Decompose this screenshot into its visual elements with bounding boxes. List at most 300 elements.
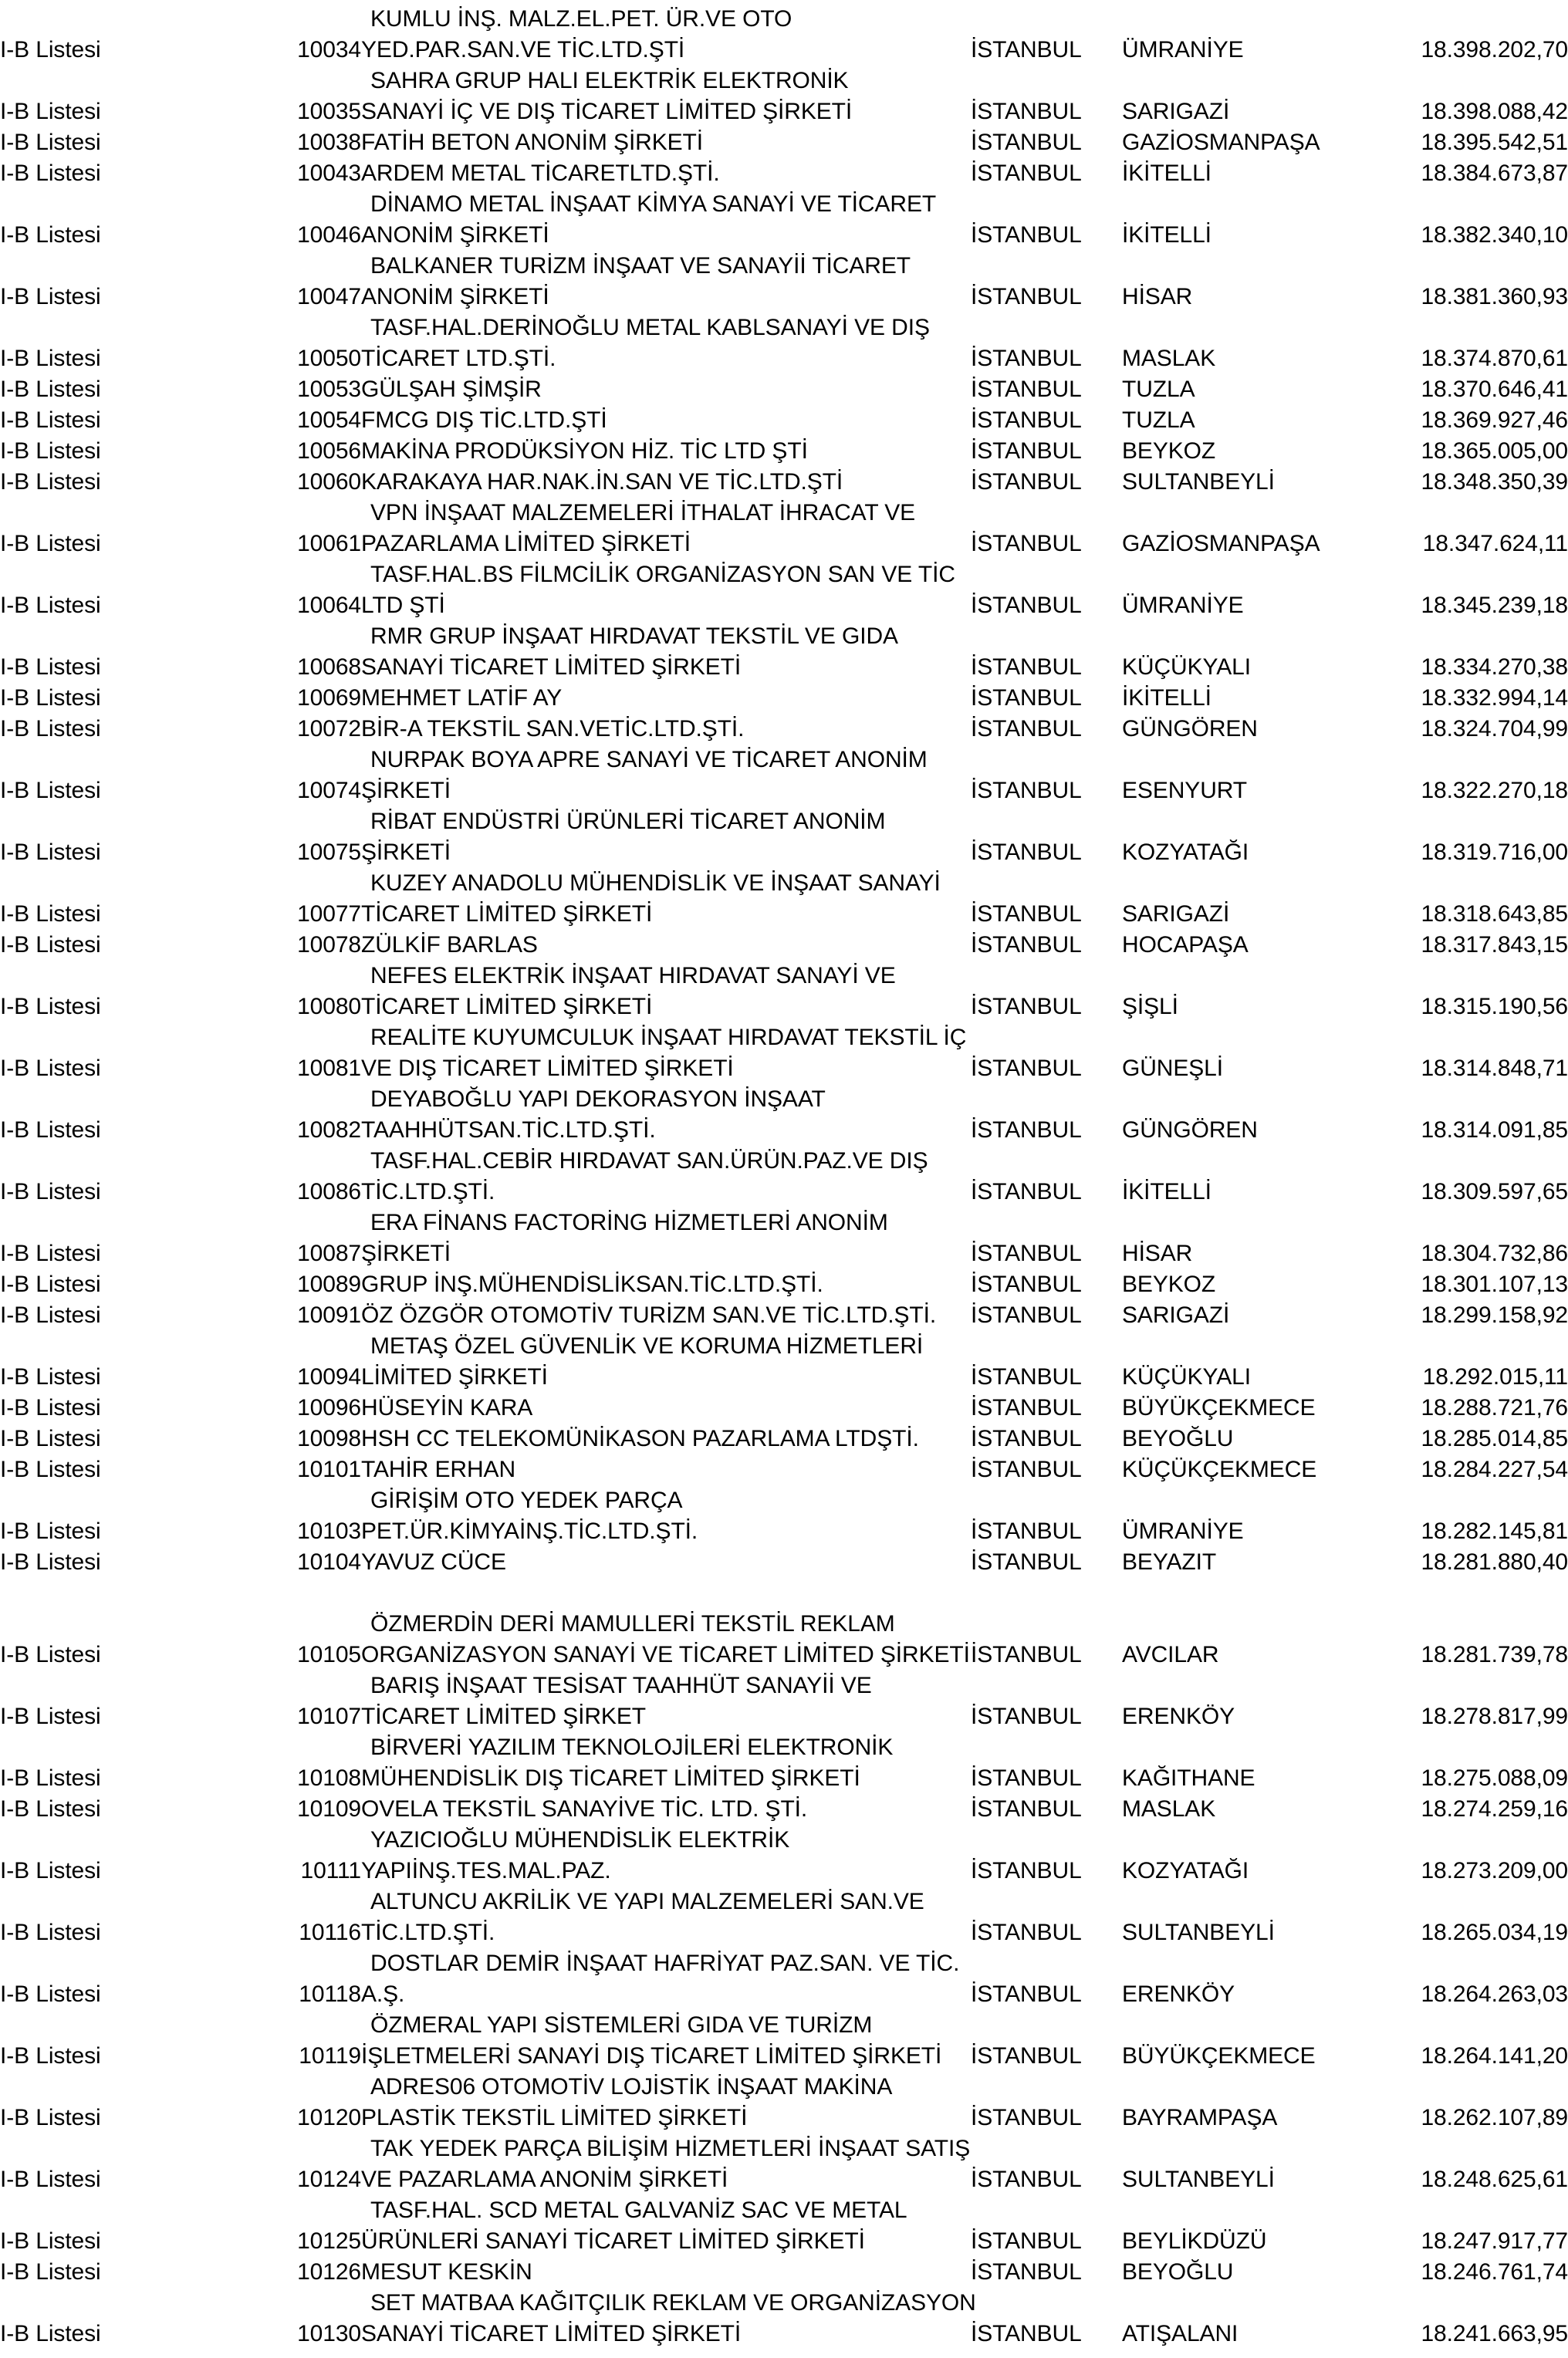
record-no-empty bbox=[262, 1019, 361, 1049]
district: KÜÇÜKYALI bbox=[1122, 1364, 1251, 1390]
table-row-name-continuation bbox=[0, 494, 1568, 525]
list-label: I-B Listesi bbox=[0, 1272, 101, 1297]
list-label: I-B Listesi bbox=[0, 1519, 101, 1544]
company-name: SANAYİ TİCARET LİMİTED ŞİRKETİ bbox=[361, 654, 742, 680]
company-name: MESUT KESKİN bbox=[361, 2259, 532, 2285]
table-row[interactable] bbox=[0, 1975, 1568, 2006]
district: ÜMRANİYE bbox=[1122, 1519, 1244, 1544]
table-row[interactable] bbox=[0, 988, 1568, 1019]
table-row-name-continuation bbox=[0, 1481, 1568, 1512]
province: İSTANBUL bbox=[971, 222, 1082, 248]
debt-amount: 18.370.646,41 bbox=[1421, 377, 1568, 402]
company-name: ŞİRKETİ bbox=[361, 778, 451, 803]
province: İSTANBUL bbox=[971, 346, 1082, 371]
debt-amount: 18.273.209,00 bbox=[1421, 1858, 1568, 1883]
table-row[interactable] bbox=[0, 926, 1568, 957]
list-label: I-B Listesi bbox=[0, 839, 101, 865]
list-label-empty bbox=[0, 1605, 262, 1636]
continuation-filler bbox=[971, 1728, 1568, 1759]
debt-amount: 18.281.739,78 bbox=[1421, 1642, 1568, 1667]
table-row[interactable] bbox=[0, 1636, 1568, 1667]
record-no: 10086 bbox=[297, 1179, 361, 1204]
district: BÜYÜKÇEKMECE bbox=[1122, 2043, 1316, 2069]
continuation-filler bbox=[971, 309, 1568, 340]
debt-amount: 18.292.015,11 bbox=[1422, 1364, 1568, 1390]
list-label: I-B Listesi bbox=[0, 593, 101, 618]
province: İSTANBUL bbox=[971, 1272, 1082, 1297]
record-no-empty bbox=[262, 0, 361, 31]
debt-amount: 18.288.721,76 bbox=[1421, 1395, 1568, 1421]
company-name: YED.PAR.SAN.VE TİC.LTD.ŞTİ bbox=[361, 37, 685, 62]
debt-amount: 18.319.716,00 bbox=[1421, 839, 1568, 865]
record-no: 10091 bbox=[297, 1302, 361, 1328]
company-name-line1: DİNAMO METAL İNŞAAT KİMYA SANAYİ VE TİCARET bbox=[370, 191, 937, 217]
district: GAZİOSMANPAŞA bbox=[1122, 531, 1320, 556]
table-row-name-continuation bbox=[0, 0, 1568, 31]
record-no: 10072 bbox=[297, 716, 361, 742]
table-row-name-continuation bbox=[0, 247, 1568, 278]
district: ÜMRANİYE bbox=[1122, 37, 1244, 62]
continuation-filler bbox=[971, 2130, 1568, 2160]
district: KÜÇÜKYALI bbox=[1122, 654, 1251, 680]
district: SARIGAZİ bbox=[1122, 99, 1230, 124]
table-row[interactable] bbox=[0, 123, 1568, 154]
record-no-empty bbox=[262, 741, 361, 772]
table-row[interactable] bbox=[0, 1235, 1568, 1265]
continuation-filler bbox=[971, 62, 1568, 93]
table-row[interactable] bbox=[0, 31, 1568, 62]
record-no-empty bbox=[262, 1481, 361, 1512]
table-row-name-continuation bbox=[0, 864, 1568, 895]
debt-amount: 18.384.673,87 bbox=[1421, 160, 1568, 186]
company-name-line1: BALKANER TURİZM İNŞAAT VE SANAYİİ TİCARET bbox=[370, 253, 911, 279]
debt-amount: 18.281.880,40 bbox=[1421, 1549, 1568, 1575]
table-row-name-continuation bbox=[0, 185, 1568, 216]
record-no: 10119 bbox=[299, 2043, 361, 2069]
list-label: I-B Listesi bbox=[0, 222, 101, 248]
province: İSTANBUL bbox=[971, 1056, 1082, 1081]
continuation-filler bbox=[971, 1204, 1568, 1235]
debt-amount: 18.284.227,54 bbox=[1421, 1457, 1568, 1482]
province: İSTANBUL bbox=[971, 438, 1082, 464]
continuation-filler bbox=[971, 0, 1568, 31]
district: İKİTELLİ bbox=[1122, 1179, 1211, 1204]
company-name: GÜLŞAH ŞİMŞİR bbox=[361, 377, 542, 402]
debt-amount: 18.246.761,74 bbox=[1421, 2259, 1568, 2285]
company-name: MAKİNA PRODÜKSİYON HİZ. TİC LTD ŞTİ bbox=[361, 438, 808, 464]
company-name-line1: TAK YEDEK PARÇA BİLİŞİM HİZMETLERİ İNŞAAT SATIŞ bbox=[370, 2136, 971, 2161]
record-no-empty bbox=[262, 802, 361, 833]
district: SULTANBEYLİ bbox=[1122, 1920, 1275, 1945]
table-row-name-continuation bbox=[0, 1821, 1568, 1852]
record-no: 10111 bbox=[300, 1858, 361, 1883]
company-name-line1: KUZEY ANADOLU MÜHENDİSLİK VE İNŞAAT SANAYİ bbox=[370, 870, 941, 896]
list-label-empty bbox=[0, 1883, 262, 1914]
district: BEYAZIT bbox=[1122, 1549, 1217, 1575]
table-row[interactable] bbox=[0, 1049, 1568, 1080]
district: SARIGAZİ bbox=[1122, 1302, 1230, 1328]
record-no-empty bbox=[262, 2068, 361, 2099]
province: İSTANBUL bbox=[971, 2167, 1082, 2192]
table-row[interactable] bbox=[0, 93, 1568, 123]
list-label: I-B Listesi bbox=[0, 1056, 101, 1081]
province: İSTANBUL bbox=[971, 1457, 1082, 1482]
company-name-line1: SET MATBAA KAĞITÇILIK REKLAM VE ORGANİZASYON bbox=[370, 2290, 976, 2316]
table-row-name-continuation bbox=[0, 2006, 1568, 2037]
list-label: I-B Listesi bbox=[0, 438, 101, 464]
list-label: I-B Listesi bbox=[0, 1920, 101, 1945]
record-no: 10043 bbox=[297, 160, 361, 186]
record-no-empty bbox=[262, 247, 361, 278]
debt-amount: 18.264.141,20 bbox=[1421, 2043, 1568, 2069]
company-name-line1: METAŞ ÖZEL GÜVENLİK VE KORUMA HİZMETLERİ bbox=[370, 1333, 924, 1359]
table-row[interactable] bbox=[0, 2160, 1568, 2191]
table-row[interactable] bbox=[0, 1790, 1568, 1821]
company-name: ANONİM ŞİRKETİ bbox=[361, 222, 549, 248]
debt-amount: 18.262.107,89 bbox=[1421, 2105, 1568, 2130]
debt-amount: 18.314.848,71 bbox=[1421, 1056, 1568, 1081]
list-label-empty bbox=[0, 62, 262, 93]
record-no: 10050 bbox=[297, 346, 361, 371]
table-row[interactable] bbox=[0, 1852, 1568, 1883]
district: BÜYÜKÇEKMECE bbox=[1122, 1395, 1316, 1421]
table-row[interactable] bbox=[0, 1265, 1568, 1296]
province: İSTANBUL bbox=[971, 1364, 1082, 1390]
table-row[interactable] bbox=[0, 432, 1568, 463]
table-row[interactable] bbox=[0, 2037, 1568, 2068]
debt-amount: 18.278.817,99 bbox=[1421, 1704, 1568, 1729]
table-spacer-row bbox=[0, 1574, 1568, 1605]
list-label: I-B Listesi bbox=[0, 37, 101, 62]
table-row[interactable] bbox=[0, 1512, 1568, 1543]
company-name: HSH CC TELEKOMÜNİKASON PAZARLAMA LTDŞTİ. bbox=[361, 1426, 919, 1451]
district: SULTANBEYLİ bbox=[1122, 2167, 1275, 2192]
list-label: I-B Listesi bbox=[0, 1117, 101, 1143]
record-no: 10078 bbox=[297, 932, 361, 958]
table-row-name-continuation bbox=[0, 556, 1568, 586]
list-label: I-B Listesi bbox=[0, 1395, 101, 1421]
debt-amount: 18.282.145,81 bbox=[1421, 1519, 1568, 1544]
company-name-line1: ADRES06 OTOMOTİV LOJİSTİK İNŞAAT MAKİNA bbox=[370, 2074, 893, 2100]
record-no: 10107 bbox=[297, 1704, 361, 1729]
continuation-filler bbox=[971, 957, 1568, 988]
district: GÜNGÖREN bbox=[1122, 1117, 1258, 1143]
province: İSTANBUL bbox=[971, 160, 1082, 186]
company-name: MÜHENDİSLİK DIŞ TİCARET LİMİTED ŞİRKETİ bbox=[361, 1765, 860, 1791]
table-row[interactable] bbox=[0, 1173, 1568, 1204]
record-no: 10087 bbox=[297, 1241, 361, 1266]
record-no: 10074 bbox=[297, 778, 361, 803]
record-no-empty bbox=[262, 185, 361, 216]
company-name-line1: REALİTE KUYUMCULUK İNŞAAT HIRDAVAT TEKSTİL İÇ bbox=[370, 1025, 967, 1050]
province: İSTANBUL bbox=[971, 654, 1082, 680]
province: İSTANBUL bbox=[971, 839, 1082, 865]
record-no-empty bbox=[262, 1944, 361, 1975]
district: ÜMRANİYE bbox=[1122, 593, 1244, 618]
list-label-empty bbox=[0, 1142, 262, 1173]
record-no: 10080 bbox=[297, 994, 361, 1019]
table-row[interactable] bbox=[0, 1543, 1568, 1574]
list-label: I-B Listesi bbox=[0, 1796, 101, 1822]
table-row[interactable] bbox=[0, 833, 1568, 864]
table-row[interactable] bbox=[0, 1914, 1568, 1944]
company-name-line1: GİRİŞİM OTO YEDEK PARÇA bbox=[370, 1488, 683, 1513]
list-label-empty bbox=[0, 1019, 262, 1049]
company-name: FMCG DIŞ TİC.LTD.ŞTİ bbox=[361, 407, 607, 433]
province: İSTANBUL bbox=[971, 2043, 1082, 2069]
table-row[interactable] bbox=[0, 216, 1568, 247]
record-no-empty bbox=[262, 62, 361, 93]
table-row-name-continuation bbox=[0, 741, 1568, 772]
province: İSTANBUL bbox=[971, 1920, 1082, 1945]
debt-amount: 18.317.843,15 bbox=[1421, 932, 1568, 958]
province: İSTANBUL bbox=[971, 1549, 1082, 1575]
district: AVCILAR bbox=[1122, 1642, 1219, 1667]
record-no: 10035 bbox=[297, 99, 361, 124]
table-row[interactable] bbox=[0, 1296, 1568, 1327]
province: İSTANBUL bbox=[971, 1241, 1082, 1266]
list-label-empty bbox=[0, 0, 262, 31]
province: İSTANBUL bbox=[971, 377, 1082, 402]
district: BEYOĞLU bbox=[1122, 1426, 1234, 1451]
district: KOZYATAĞI bbox=[1122, 1858, 1249, 1883]
list-label-empty bbox=[0, 1728, 262, 1759]
province: İSTANBUL bbox=[971, 2259, 1082, 2285]
company-name: GRUP İNŞ.MÜHENDİSLİKSAN.TİC.LTD.ŞTİ. bbox=[361, 1272, 823, 1297]
district: ESENYURT bbox=[1122, 778, 1248, 803]
list-label: I-B Listesi bbox=[0, 2321, 101, 2346]
list-label-empty bbox=[0, 2006, 262, 2037]
list-label: I-B Listesi bbox=[0, 1426, 101, 1451]
table-row[interactable] bbox=[0, 370, 1568, 401]
list-label: I-B Listesi bbox=[0, 377, 101, 402]
list-label-empty bbox=[0, 2191, 262, 2222]
debt-amount: 18.348.350,39 bbox=[1421, 469, 1568, 495]
list-label-empty bbox=[0, 494, 262, 525]
record-no: 10077 bbox=[297, 901, 361, 927]
table-row[interactable] bbox=[0, 648, 1568, 679]
table-row[interactable] bbox=[0, 340, 1568, 370]
province: İSTANBUL bbox=[971, 2228, 1082, 2254]
company-name: TİC.LTD.ŞTİ. bbox=[361, 1179, 495, 1204]
record-no: 10089 bbox=[297, 1272, 361, 1297]
debt-amount: 18.309.597,65 bbox=[1421, 1179, 1568, 1204]
debt-amount: 18.248.625,61 bbox=[1421, 2167, 1568, 2192]
list-label: I-B Listesi bbox=[0, 2105, 101, 2130]
list-label: I-B Listesi bbox=[0, 932, 101, 958]
company-name-line1: NEFES ELEKTRİK İNŞAAT HIRDAVAT SANAYİ VE bbox=[370, 963, 896, 988]
company-name-line1: TASF.HAL.DERİNOĞLU METAL KABLSANAYİ VE DIŞ bbox=[370, 315, 930, 340]
list-label-empty bbox=[0, 1327, 262, 1358]
debt-amount: 18.241.663,95 bbox=[1421, 2321, 1568, 2346]
record-no: 10130 bbox=[297, 2321, 361, 2346]
list-label: I-B Listesi bbox=[0, 994, 101, 1019]
record-no-empty bbox=[262, 1327, 361, 1358]
debt-amount: 18.398.088,42 bbox=[1421, 99, 1568, 124]
record-no-empty bbox=[262, 864, 361, 895]
table-row[interactable] bbox=[0, 1451, 1568, 1481]
record-no: 10068 bbox=[297, 654, 361, 680]
debt-amount: 18.369.927,46 bbox=[1421, 407, 1568, 433]
debt-amount: 18.314.091,85 bbox=[1421, 1117, 1568, 1143]
province: İSTANBUL bbox=[971, 469, 1082, 495]
record-no: 10125 bbox=[297, 2228, 361, 2254]
debt-amount: 18.322.270,18 bbox=[1421, 778, 1568, 803]
continuation-filler bbox=[971, 2284, 1568, 2315]
continuation-filler bbox=[971, 1667, 1568, 1698]
company-name: SANAYİ TİCARET LİMİTED ŞİRKETİ bbox=[361, 2321, 742, 2346]
district: GAZİOSMANPAŞA bbox=[1122, 130, 1320, 155]
company-name: İŞLETMELERİ SANAYİ DIŞ TİCARET LİMİTED ŞİRKETİ bbox=[361, 2043, 942, 2069]
company-name: LİMİTED ŞİRKETİ bbox=[361, 1364, 548, 1390]
record-no-empty bbox=[262, 1080, 361, 1111]
company-name-line1: TASF.HAL. SCD METAL GALVANİZ SAC VE METAL bbox=[370, 2198, 907, 2223]
table-row[interactable] bbox=[0, 772, 1568, 802]
record-no: 10053 bbox=[297, 377, 361, 402]
table-row[interactable] bbox=[0, 1698, 1568, 1728]
continuation-filler bbox=[971, 1142, 1568, 1173]
list-label-empty bbox=[0, 802, 262, 833]
province: İSTANBUL bbox=[971, 1395, 1082, 1421]
list-label: I-B Listesi bbox=[0, 1364, 101, 1390]
debt-amount: 18.324.704,99 bbox=[1421, 716, 1568, 742]
province: İSTANBUL bbox=[971, 1117, 1082, 1143]
company-name-line1: NURPAK BOYA APRE SANAYİ VE TİCARET ANONİM bbox=[370, 747, 928, 772]
record-no-empty bbox=[262, 494, 361, 525]
record-no-empty bbox=[262, 2284, 361, 2315]
company-name: VE PAZARLAMA ANONİM ŞİRKETİ bbox=[361, 2167, 728, 2192]
table-row-name-continuation bbox=[0, 1142, 1568, 1173]
record-no: 10082 bbox=[297, 1117, 361, 1143]
company-name-line1: DOSTLAR DEMİR İNŞAAT HAFRİYAT PAZ.SAN. VE TİC. bbox=[370, 1951, 960, 1976]
list-label-empty bbox=[0, 2130, 262, 2160]
table-row[interactable] bbox=[0, 525, 1568, 556]
list-label: I-B Listesi bbox=[0, 1302, 101, 1328]
table-row[interactable] bbox=[0, 1389, 1568, 1420]
table-row-name-continuation bbox=[0, 1327, 1568, 1358]
district: İKİTELLİ bbox=[1122, 222, 1211, 248]
record-no-empty bbox=[262, 957, 361, 988]
province: İSTANBUL bbox=[971, 778, 1082, 803]
record-no-empty bbox=[262, 1728, 361, 1759]
list-label: I-B Listesi bbox=[0, 2228, 101, 2254]
debt-amount: 18.299.158,92 bbox=[1421, 1302, 1568, 1328]
company-name: BİR-A TEKSTİL SAN.VETİC.LTD.ŞTİ. bbox=[361, 716, 745, 742]
spacer-cell bbox=[0, 1574, 1568, 1605]
province: İSTANBUL bbox=[971, 1519, 1082, 1544]
company-name: PAZARLAMA LİMİTED ŞİRKETİ bbox=[361, 531, 691, 556]
table-row[interactable] bbox=[0, 463, 1568, 494]
table-row[interactable] bbox=[0, 1111, 1568, 1142]
province: İSTANBUL bbox=[971, 901, 1082, 927]
table-row[interactable] bbox=[0, 2253, 1568, 2284]
district: BEYLİKDÜZÜ bbox=[1122, 2228, 1267, 2254]
district: BEYKOZ bbox=[1122, 1272, 1216, 1297]
table-row-name-continuation bbox=[0, 802, 1568, 833]
table-row[interactable] bbox=[0, 2315, 1568, 2346]
table-row[interactable] bbox=[0, 679, 1568, 710]
company-name: KARAKAYA HAR.NAK.İN.SAN VE TİC.LTD.ŞTİ bbox=[361, 469, 843, 495]
company-name: MEHMET LATİF AY bbox=[361, 685, 563, 711]
table-row-name-continuation bbox=[0, 2130, 1568, 2160]
table-row[interactable] bbox=[0, 2222, 1568, 2253]
record-no: 10094 bbox=[297, 1364, 361, 1390]
list-label: I-B Listesi bbox=[0, 407, 101, 433]
record-no-empty bbox=[262, 2130, 361, 2160]
district: ŞİŞLİ bbox=[1122, 994, 1178, 1019]
table-row[interactable] bbox=[0, 1759, 1568, 1790]
province: İSTANBUL bbox=[971, 1796, 1082, 1822]
debt-amount: 18.247.917,77 bbox=[1421, 2228, 1568, 2254]
province: İSTANBUL bbox=[971, 685, 1082, 711]
record-no-empty bbox=[262, 1204, 361, 1235]
company-name: TAHİR ERHAN bbox=[361, 1457, 516, 1482]
district: KOZYATAĞI bbox=[1122, 839, 1249, 865]
district: GÜNEŞLİ bbox=[1122, 1056, 1224, 1081]
list-label-empty bbox=[0, 556, 262, 586]
table-row[interactable] bbox=[0, 586, 1568, 617]
table-row[interactable] bbox=[0, 710, 1568, 741]
table-row[interactable] bbox=[0, 401, 1568, 432]
continuation-filler bbox=[971, 247, 1568, 278]
company-name: ARDEM METAL TİCARETLTD.ŞTİ. bbox=[361, 160, 720, 186]
table-row[interactable] bbox=[0, 278, 1568, 309]
continuation-filler bbox=[971, 1019, 1568, 1049]
company-name: ANONİM ŞİRKETİ bbox=[361, 284, 549, 309]
continuation-filler bbox=[971, 1821, 1568, 1852]
province: İSTANBUL bbox=[971, 994, 1082, 1019]
list-label-empty bbox=[0, 2284, 262, 2315]
record-no: 10116 bbox=[299, 1920, 361, 1945]
table-row[interactable] bbox=[0, 1420, 1568, 1451]
table-row-name-continuation bbox=[0, 309, 1568, 340]
company-name-line1: SAHRA GRUP HALI ELEKTRİK ELEKTRONİK bbox=[370, 68, 849, 93]
district: İKİTELLİ bbox=[1122, 160, 1211, 186]
record-no-empty bbox=[262, 556, 361, 586]
province: İSTANBUL bbox=[971, 99, 1082, 124]
list-label: I-B Listesi bbox=[0, 2259, 101, 2285]
record-no: 10105 bbox=[297, 1642, 361, 1667]
debt-amount: 18.285.014,85 bbox=[1421, 1426, 1568, 1451]
district: İKİTELLİ bbox=[1122, 685, 1211, 711]
record-no: 10064 bbox=[297, 593, 361, 618]
list-label: I-B Listesi bbox=[0, 160, 101, 186]
company-name-line1: DEYABOĞLU YAPI DEKORASYON İNŞAAT bbox=[370, 1086, 826, 1112]
record-no: 10120 bbox=[297, 2105, 361, 2130]
district: MASLAK bbox=[1122, 1796, 1216, 1822]
list-label-empty bbox=[0, 185, 262, 216]
table-row[interactable] bbox=[0, 1358, 1568, 1389]
list-label: I-B Listesi bbox=[0, 2043, 101, 2069]
company-name: YAPIİNŞ.TES.MAL.PAZ. bbox=[361, 1858, 611, 1883]
company-name: OVELA TEKSTİL SANAYİVE TİC. LTD. ŞTİ. bbox=[361, 1796, 808, 1822]
table-row[interactable] bbox=[0, 895, 1568, 926]
record-no: 10069 bbox=[297, 685, 361, 711]
district: ERENKÖY bbox=[1122, 1704, 1235, 1729]
continuation-filler bbox=[971, 2006, 1568, 2037]
province: İSTANBUL bbox=[971, 2321, 1082, 2346]
table-row[interactable] bbox=[0, 154, 1568, 185]
company-name-line1: RMR GRUP İNŞAAT HIRDAVAT TEKSTİL VE GIDA bbox=[370, 623, 898, 649]
table-row[interactable] bbox=[0, 2099, 1568, 2130]
debt-amount: 18.365.005,00 bbox=[1421, 438, 1568, 464]
record-no: 10034 bbox=[297, 37, 361, 62]
list-label-empty bbox=[0, 2068, 262, 2099]
district: KÜÇÜKÇEKMECE bbox=[1122, 1457, 1317, 1482]
list-label: I-B Listesi bbox=[0, 469, 101, 495]
company-name: FATİH BETON ANONİM ŞİRKETİ bbox=[361, 130, 704, 155]
record-no-empty bbox=[262, 2191, 361, 2222]
